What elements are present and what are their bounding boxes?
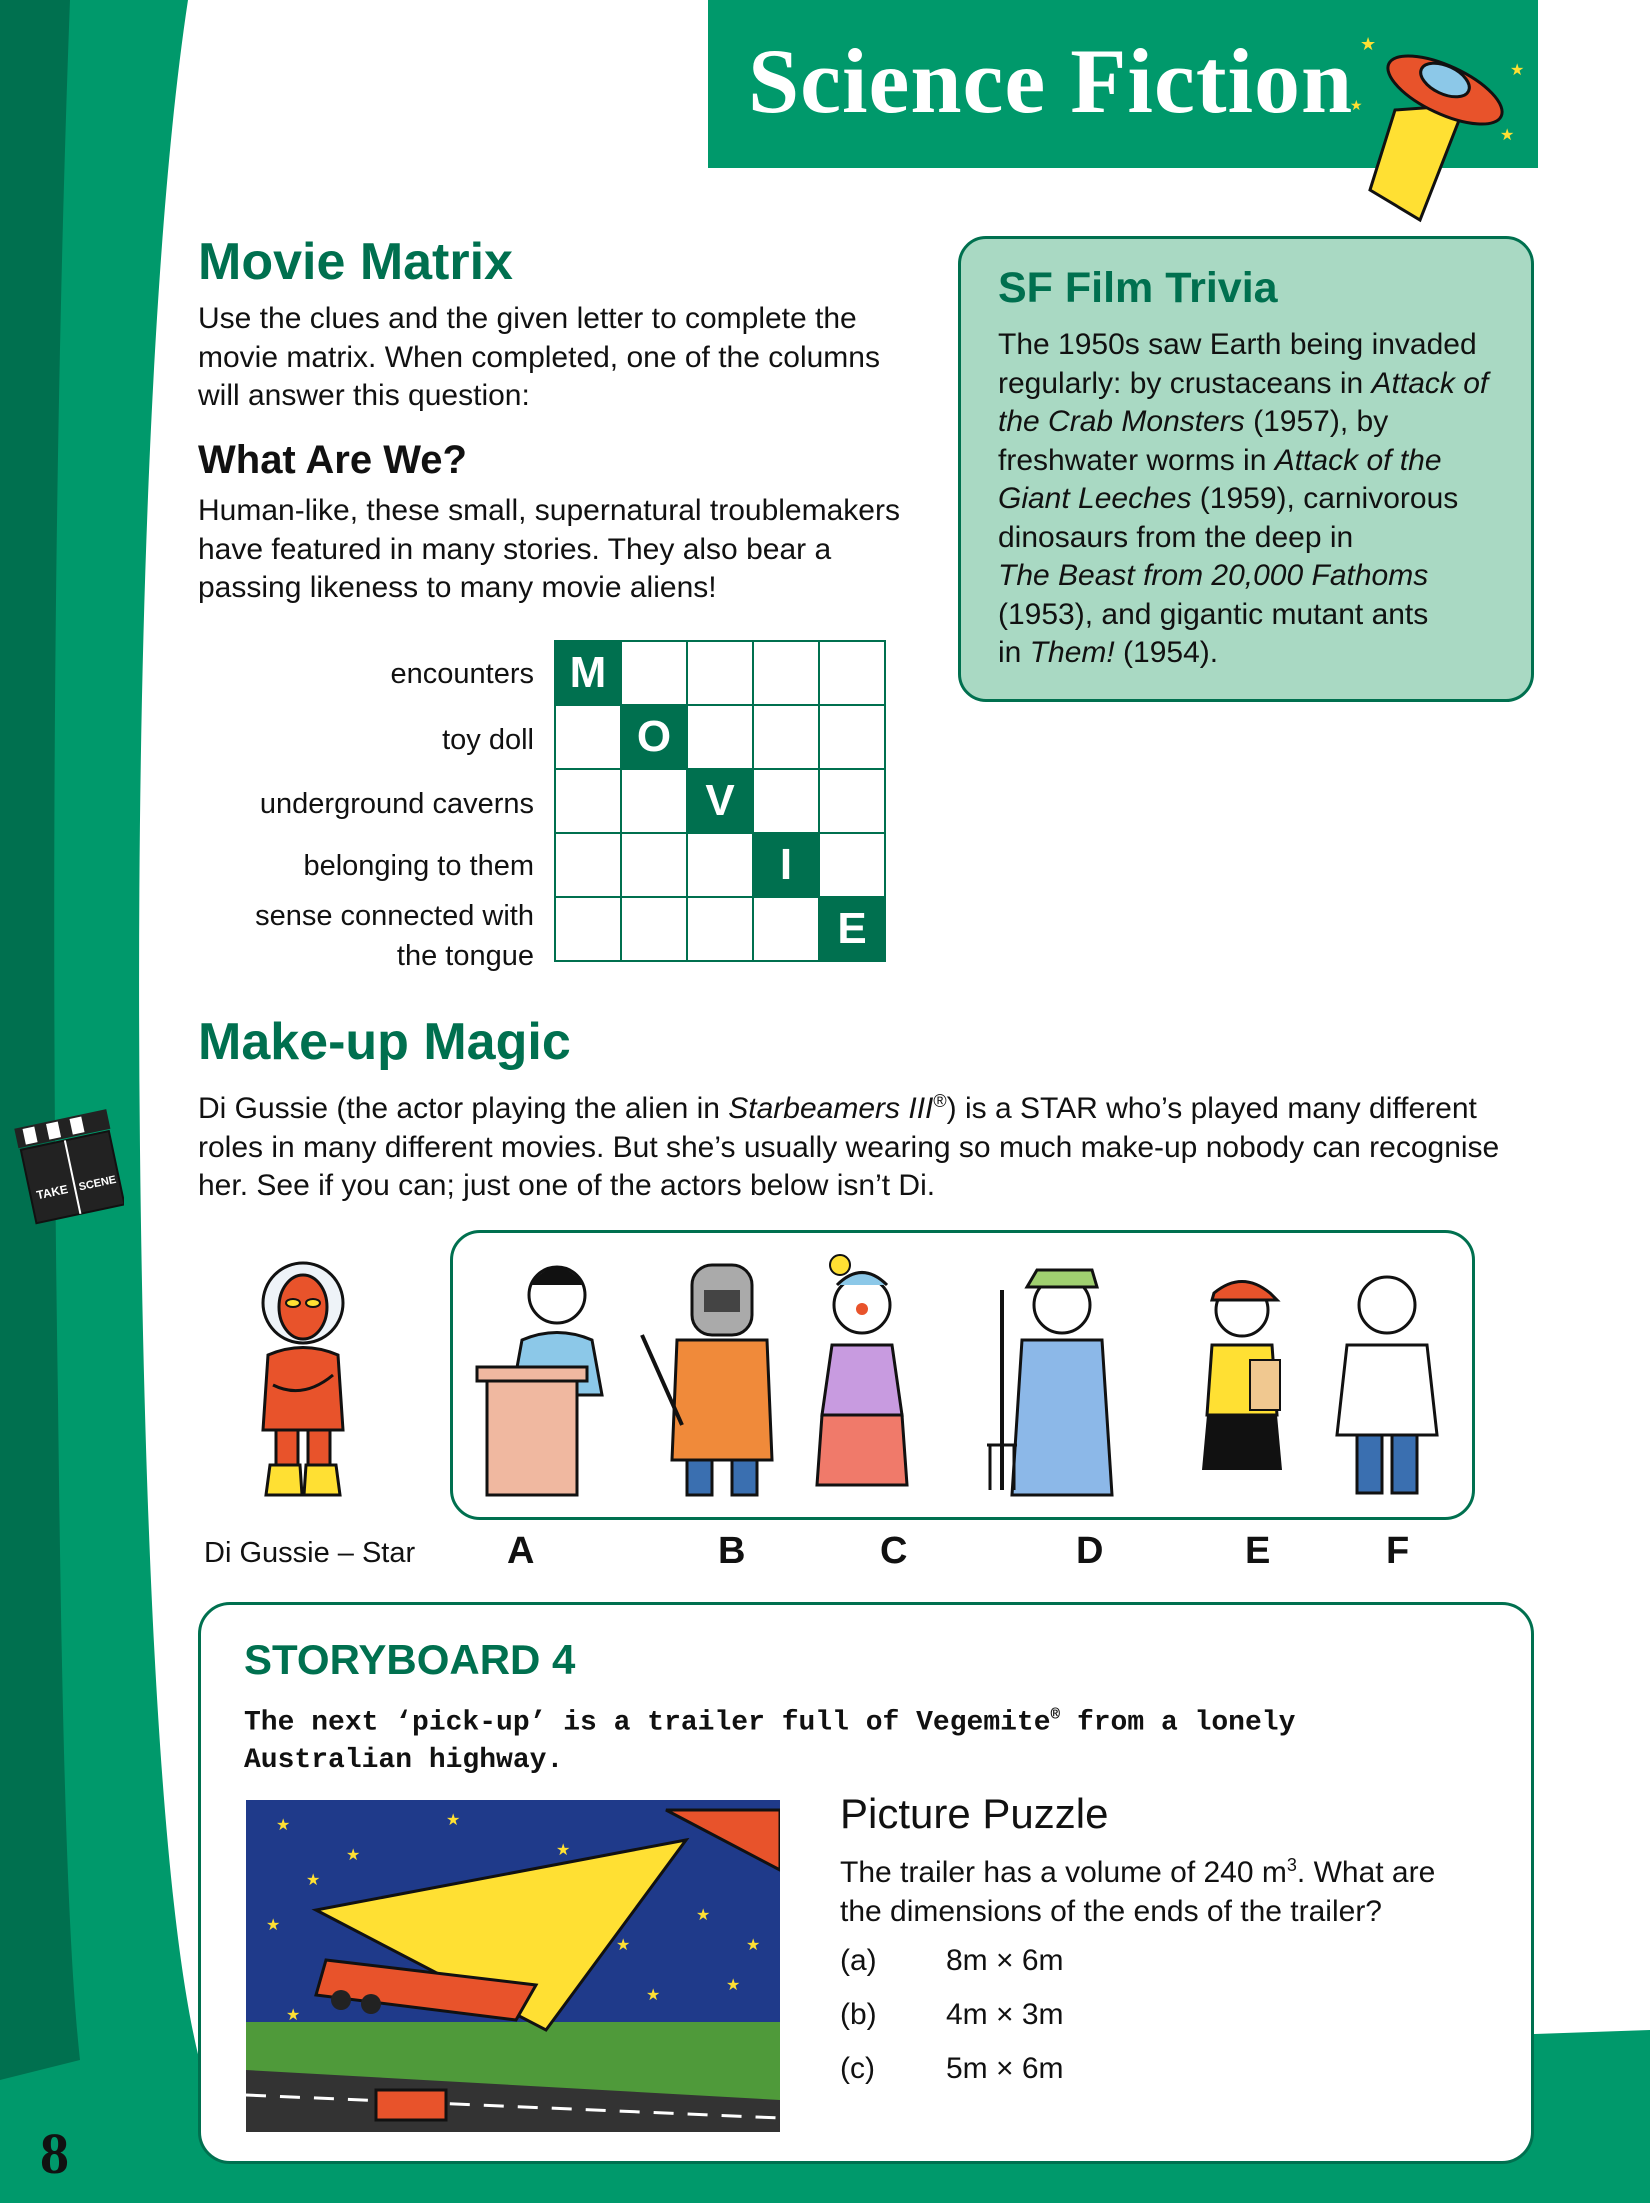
storyboard-text: The next ‘pick-up’ is a trailer full of Vegemite® from a lonely Australian highway. xyxy=(244,1706,1296,1777)
grid-cell[interactable] xyxy=(753,769,819,833)
storyboard-illustration xyxy=(246,1800,780,2132)
question-text: Human-like, these small, supernatural troublemakers have featured in many stories. They also bear a passing likeness to many movie aliens! xyxy=(198,494,900,604)
trivia-title: SF Film Trivia xyxy=(998,264,1278,312)
actor-letter-f: F xyxy=(1386,1530,1410,1572)
page-number: 8 xyxy=(40,2121,69,2186)
grid-cell[interactable] xyxy=(621,641,687,705)
svg-text:★: ★ xyxy=(1350,97,1363,113)
storyboard-title: STORYBOARD 4 xyxy=(244,1636,576,1683)
svg-text:★: ★ xyxy=(616,1937,631,1954)
option-a-value: 8m × 6m xyxy=(946,1944,1064,1977)
clue-belonging: belonging to them xyxy=(303,850,534,882)
alien-star-illustration xyxy=(248,1255,358,1505)
grid-cell[interactable] xyxy=(687,641,753,705)
movie-matrix-title: Movie Matrix xyxy=(198,233,513,291)
makeup-text: Di Gussie (the actor playing the alien in Starbeamers III®) is a STAR who’s played many different roles in many different movies. But she’s usually wearing so much make-up nobody can recognise her. See if you can; just one of the actors below isn’t Di. xyxy=(198,1091,1500,1202)
svg-text:★: ★ xyxy=(1360,34,1377,54)
svg-text:★: ★ xyxy=(446,1812,461,1829)
option-c-value: 5m × 6m xyxy=(946,2052,1064,2085)
svg-text:★: ★ xyxy=(276,1817,291,1834)
actor-f-figure xyxy=(1337,1277,1437,1493)
actor-letter-a: A xyxy=(507,1530,535,1572)
clue-sense-2: the tongue xyxy=(396,940,534,972)
clapper-take: TAKE xyxy=(35,1182,70,1203)
svg-text:★: ★ xyxy=(646,1987,661,2004)
clapperboard-icon xyxy=(14,1100,124,1225)
clue-toy-doll: toy doll xyxy=(442,724,534,756)
svg-text:★: ★ xyxy=(556,1842,571,1859)
question-title: What Are We? xyxy=(198,438,467,482)
actors-illustration xyxy=(462,1245,1462,1505)
svg-text:★: ★ xyxy=(726,1977,741,1994)
grid-cell[interactable] xyxy=(753,705,819,769)
grid-cell[interactable] xyxy=(621,769,687,833)
grid-cell[interactable] xyxy=(687,897,753,961)
actor-b-figure xyxy=(642,1265,772,1495)
trivia-text: The 1950s saw Earth being invaded regularly: by crustaceans in Attack of the Crab Monsters (1957), by freshwater worms in Attack of the Giant Leeches (1959), carnivorous dinosaurs from the deep in The Beast from 20,000 Fathoms (1953), and gigantic mutant ants in Them! (1954). xyxy=(998,328,1489,669)
svg-text:★: ★ xyxy=(286,2007,301,2024)
clue-sense-1: sense connected with xyxy=(255,900,534,932)
grid-cell[interactable] xyxy=(687,833,753,897)
clue-caverns: underground caverns xyxy=(259,788,534,820)
grid-cell-given: O xyxy=(621,705,687,769)
grid-cell[interactable] xyxy=(621,833,687,897)
movie-matrix-grid xyxy=(554,640,886,962)
grid-cell[interactable] xyxy=(555,705,621,769)
clapper-scene: SCENE xyxy=(77,1173,118,1194)
grid-cell[interactable] xyxy=(555,769,621,833)
grid-cell-given: I xyxy=(753,833,819,897)
svg-text:★: ★ xyxy=(1510,62,1525,79)
ufo-icon xyxy=(1350,30,1530,230)
svg-text:★: ★ xyxy=(1500,127,1515,144)
option-b-value: 4m × 3m xyxy=(946,1998,1064,2031)
puzzle-title: Picture Puzzle xyxy=(840,1790,1109,1837)
actor-letter-c: C xyxy=(880,1530,908,1572)
option-c-label: (c) xyxy=(840,2052,875,2085)
grid-cell[interactable] xyxy=(555,897,621,961)
grid-cell[interactable] xyxy=(819,833,885,897)
grid-cell[interactable] xyxy=(819,769,885,833)
svg-text:★: ★ xyxy=(306,1872,321,1889)
actor-a-figure xyxy=(477,1267,602,1495)
svg-text:★: ★ xyxy=(266,1917,281,1934)
grid-cell[interactable] xyxy=(555,833,621,897)
grid-cell[interactable] xyxy=(621,897,687,961)
makeup-title: Make-up Magic xyxy=(198,1013,571,1071)
svg-text:★: ★ xyxy=(346,1847,361,1864)
grid-cell-given: V xyxy=(687,769,753,833)
actor-e-figure xyxy=(1202,1282,1282,1471)
svg-text:★: ★ xyxy=(746,1937,761,1954)
svg-text:★: ★ xyxy=(696,1907,711,1924)
grid-cell[interactable] xyxy=(753,897,819,961)
actor-c-figure xyxy=(817,1255,907,1485)
page-title: Science Fiction xyxy=(748,30,1354,132)
grid-cell-given: M xyxy=(555,641,621,705)
grid-cell-given: E xyxy=(819,897,885,961)
actor-letter-d: D xyxy=(1076,1530,1104,1572)
option-a-label: (a) xyxy=(840,1944,877,1977)
grid-cell[interactable] xyxy=(753,641,819,705)
grid-cell[interactable] xyxy=(819,641,885,705)
grid-cell[interactable] xyxy=(687,705,753,769)
movie-matrix-intro: Use the clues and the given letter to complete the movie matrix. When completed, one of the columns will answer this question: xyxy=(198,302,880,412)
actor-letter-b: B xyxy=(718,1530,746,1572)
actor-letter-e: E xyxy=(1245,1530,1271,1572)
option-b-label: (b) xyxy=(840,1998,877,2031)
actor-d-figure xyxy=(987,1270,1112,1495)
puzzle-question: The trailer has a volume of 240 $m^3$. What are the dimensions of the ends of the trailer? xyxy=(840,1855,1436,1928)
clue-encounters: encounters xyxy=(390,658,534,690)
grid-cell[interactable] xyxy=(819,705,885,769)
star-caption: Di Gussie – Star xyxy=(204,1537,416,1569)
